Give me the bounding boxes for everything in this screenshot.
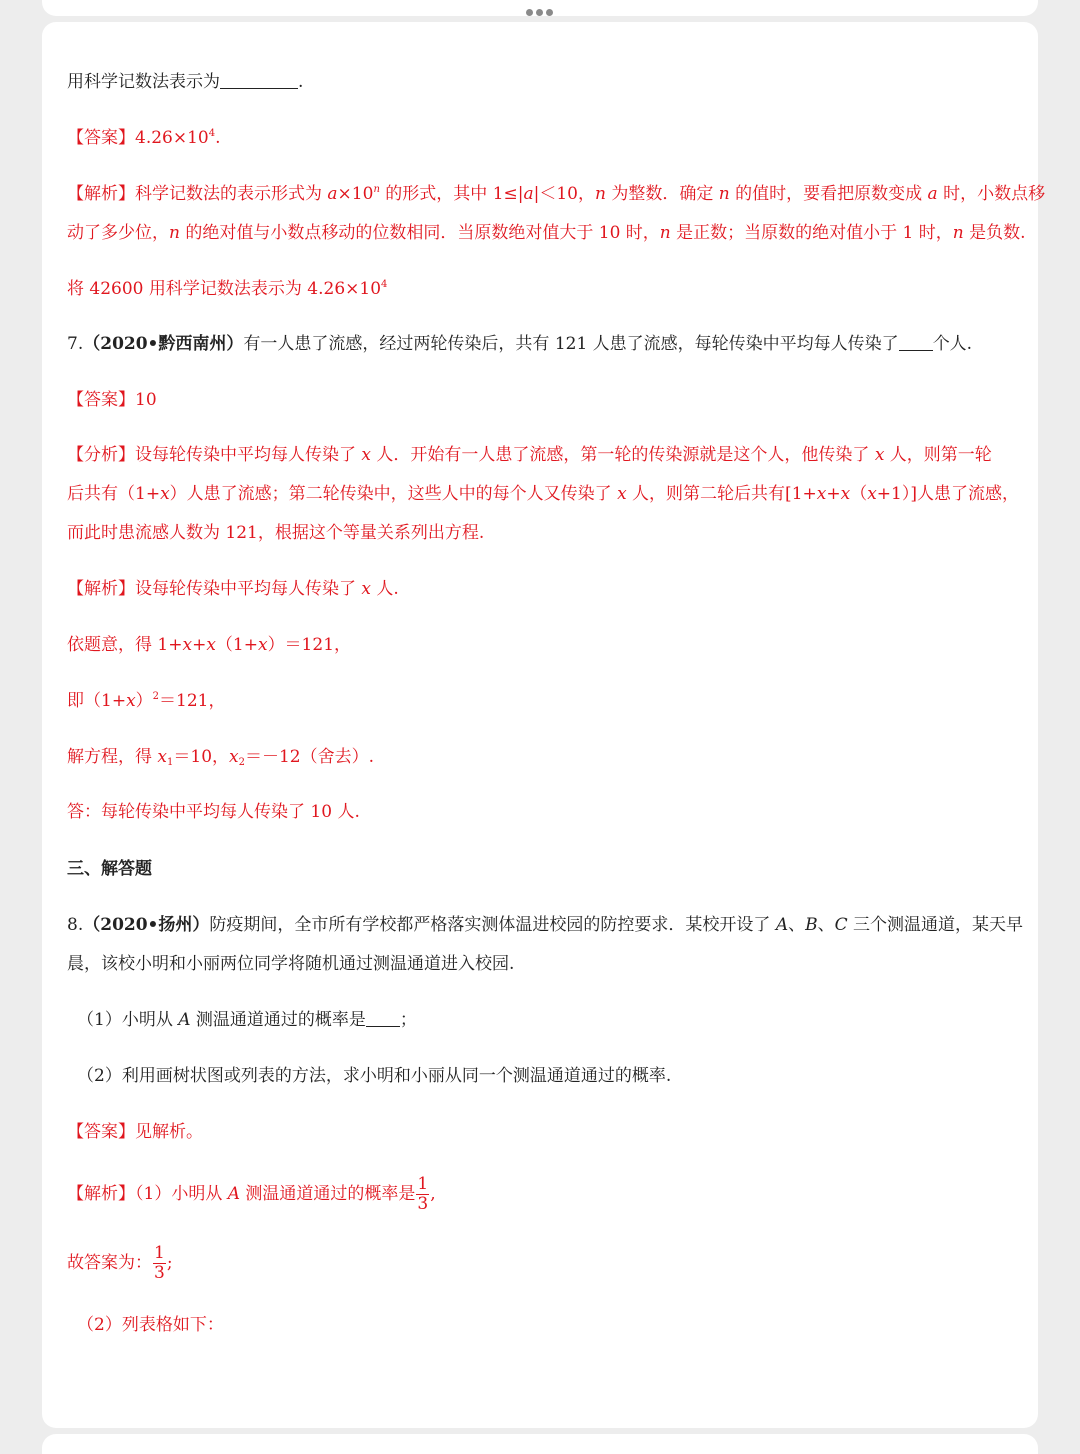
- q6-stem-line: 用科学记数法表示为 .: [67, 72, 304, 92]
- next-page-card: [42, 1434, 1038, 1454]
- q7-fenxi-line-2: 后共有（1+x）人患了流感；第二轮传染中，这些人中的每个人又传染了 x 人，则第二轮后共有[1+x+x（x+1）]人患了流感，: [67, 484, 1019, 504]
- q6-answer: 【答案】$4.26\times 10^4$.: [67, 128, 221, 148]
- probability-fraction: $\frac{1}{3}$: [417, 1174, 429, 1214]
- q7-answer-blank: [899, 334, 933, 351]
- q7-final-answer: 答：每轮传染中平均每人传染了 10 人.: [67, 802, 360, 822]
- q7-fenxi-line-3: 而此时患流感人数为 121，根据这个等量关系列出方程.: [67, 523, 485, 543]
- q8-stem-line-2: 晨，该校小明和小丽两位同学将随机通过测温通道进入校园.: [67, 954, 515, 974]
- q6-conversion: 将 42600 用科学记数法表示为 $4.26\times 10^4$: [67, 279, 388, 299]
- q7-jiexi: 【解析】设每轮传染中平均每人传染了 x 人.: [67, 579, 399, 599]
- answer-fraction: $\frac{1}{3}$: [154, 1243, 165, 1283]
- q8-answer: 【答案】见解析。: [67, 1122, 203, 1142]
- q8-answer-blank: [366, 1010, 400, 1027]
- q7-answer: 【答案】10: [67, 390, 157, 410]
- q7-stem: 7.（2020•黔西南州）有一人患了流感，经过两轮传染后，共有 121 人患了流感，每轮传染中平均每人传染了 个人.: [67, 334, 973, 354]
- q7-equation-2: 即$(1+x)^2=121$，: [67, 691, 226, 711]
- q7-solution: 解方程，得 $x_1=10$，$x_2=-12$（舍去）.: [67, 747, 375, 768]
- q8-subquestion-1: （1）小明从 A 测温通道通过的概率是 ；: [77, 1010, 417, 1030]
- q8-subquestion-2: （2）利用画树状图或列表的方法，求小明和小丽从同一个测温通道通过的概率.: [77, 1066, 672, 1086]
- q8-sub2-answer: （2）列表格如下：: [77, 1315, 224, 1335]
- q7-equation-1: 依题意，得 1+x+x（1+x）＝121，: [67, 635, 352, 655]
- document-page: [42, 22, 1046, 1428]
- more-options-icon[interactable]: [526, 9, 554, 17]
- q6-answer-blank: [220, 72, 298, 89]
- q7-fenxi-line-1: 【分析】设每轮传染中平均每人传染了 x 人．开始有一人患了流感，第一轮的传染源就是这个人，他传染了 x 人，则第一轮: [67, 445, 992, 465]
- section-title: 三、解答题: [67, 859, 152, 879]
- q8-jiexi: 【解析】（1）小明从 A 测温通道通过的概率是 $\frac{1}{3}$ ,: [67, 1174, 436, 1214]
- q8-stem-line-1: 8.（2020•扬州）防疫期间，全市所有学校都严格落实测体温进校园的防控要求．某校开设了 A、B、C 三个测温通道，某天早: [67, 915, 1024, 935]
- q6-analysis-line-2: 动了多少位，n 的绝对值与小数点移动的位数相同．当原数绝对值大于 10 时，n 是正数；当原数的绝对值小于 1 时，n 是负数.: [67, 223, 1026, 243]
- q6-analysis-line-1: 【解析】科学记数法的表示形式为 $a\times 10^n$ 的形式，其中 1≤|a|＜10，n 为整数．确定 n 的值时，要看把原数变成 a 时，小数点移: [67, 184, 1046, 204]
- q8-gudaan: 故答案为： $\frac{1}{3}$ ;: [67, 1243, 173, 1283]
